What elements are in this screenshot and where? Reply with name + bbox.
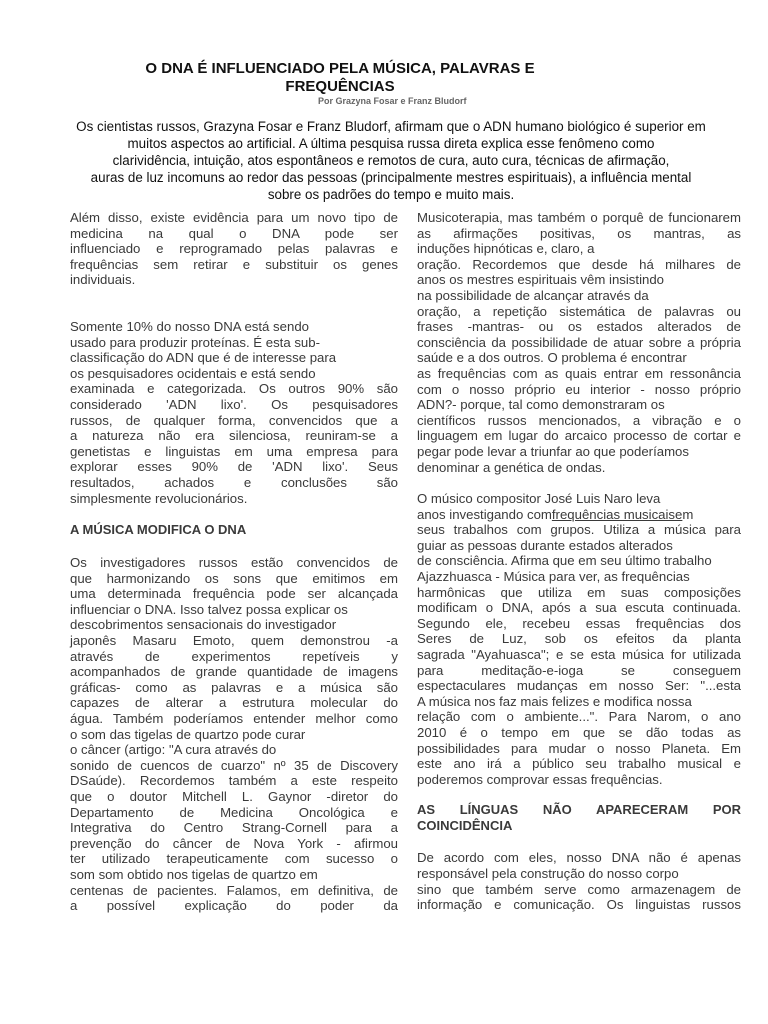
text-line: através de experimentos repetíveis y (70, 648, 398, 664)
text-line: seus trabalhos com grupos. Utiliza a música para (417, 522, 741, 538)
text-line: russos, de qualquer forma, convencidos que a (70, 412, 398, 428)
left-paragraph-2 (70, 319, 398, 506)
text-line: modificam o DNA, após a sua escuta continuada. (417, 600, 741, 616)
text-line: Seres de Luz, sob os efeitos da planta (417, 631, 741, 647)
title-line-2: FREQUÊNCIAS (285, 78, 395, 95)
text-line: Integrativa do Centro Strang-Cornell para a (70, 820, 398, 836)
text-line: influenciado e reprogramado pelas palavras e (70, 241, 398, 257)
article-title (110, 60, 570, 96)
text-line: água. Também poderíamos entender melhor como (70, 711, 398, 727)
text-line: Somente 10% do nosso DNA está sendo (70, 318, 309, 334)
text-fragment: m (682, 506, 694, 522)
text-line: de consciência. Afirma que em seu último trabalho (417, 553, 712, 569)
intro-line: Os cientistas russos, Grazyna Fosar e Franz Bludorf, afirmam que o ADN humano biológico é superior em (76, 119, 706, 134)
text-line: som som obtido nos tigelas de quartzo em (70, 866, 318, 882)
text-line: pegar pode levar a triunfar ao que poderíamos (417, 443, 689, 459)
music-frequencies-link[interactable]: frequências musicaise (551, 506, 683, 522)
text-line: induções hipnóticas e, claro, a (417, 241, 595, 257)
text-line: gráficas- como as palavras e a música são (70, 679, 398, 695)
text-line: frequências sem retirar e substituir os genes (70, 256, 398, 272)
text-line: influenciar o DNA. Isso talvez possa explicar os (70, 601, 348, 617)
text-line: centenas de pacientes. Falamos, em definitiva, de (70, 882, 398, 898)
right-column (417, 210, 741, 913)
text-line: relação com o ambiente...". Para Narom, o ano (417, 709, 741, 725)
text-line: consciência da possibilidade de atuar sobre a própria (417, 334, 741, 350)
right-paragraph-2 (417, 491, 741, 787)
intro-line: clarividência, intuição, atos espontâneos e remotos de cura, auto cura, técnicas de afirmação, (112, 153, 670, 168)
text-line: científicos russos mencionados, a vibração e o (417, 412, 741, 428)
text-line: guiar as pessoas durante estados alterados (417, 537, 673, 553)
text-line: o câncer (artigo: "A cura através do (70, 742, 277, 758)
text-line: possibilidades para mudar o nosso Planeta. Em (417, 740, 741, 756)
text-line: considerado 'ADN lixo'. Os pesquisadores (70, 396, 398, 412)
title-line-1: O DNA É INFLUENCIADO PELA MÚSICA, PALAVRAS E (145, 60, 535, 77)
text-line: uma determinada frequência pode ser alcançada (70, 586, 398, 602)
left-paragraph-1 (70, 210, 398, 288)
text-line: para meditação-e-ioga se conseguem (417, 662, 741, 678)
text-line: examinada e categorizada. Os outros 90% são (70, 381, 398, 397)
text-line: sagrada "Ayahuasca"; e se esta música for utilizada (417, 647, 741, 663)
text-line (417, 507, 741, 523)
text-line: explorar esses 90% de 'ADN lixo'. Seus (70, 459, 398, 475)
text-line: DSaúde). Recordemos também a este respeito (70, 773, 398, 789)
left-column (70, 210, 398, 914)
text-line: harmônicas que utiliza em suas composições (417, 584, 741, 600)
left-paragraph-3 (70, 555, 398, 914)
text-line: na possibilidade de alcançar através da (417, 287, 649, 303)
text-line: classificação do ADN que é de interesse para (70, 350, 337, 366)
text-line: a possível explicação do poder da (70, 898, 398, 914)
text-line: genetistas e linguistas em uma empresa para (70, 443, 398, 459)
right-paragraph-1 (417, 210, 741, 475)
section-heading-languages (417, 802, 741, 818)
text-line: com o nosso próprio eu interior - nosso próprio (417, 381, 741, 397)
text-line: Musicoterapia, mas também o porquê de funcionarem (417, 210, 741, 225)
text-line: Os investigadores russos estão convencidos de (70, 555, 398, 571)
byline: Por Grazyna Fosar e Franz Bludorf (318, 96, 467, 106)
text-line: que o doutor Mitchell L. Gaynor -diretor do (70, 789, 398, 804)
text-line: este ano irá a público seu trabalho musical e (417, 756, 741, 772)
text-line: o som das tigelas de quartzo pode curar (70, 726, 306, 742)
text-line: prevenção do câncer de Nova York - afirmou (70, 835, 398, 851)
text-line: simplesmente revolucionários. (70, 490, 248, 506)
text-line: Ajazzhuasca - Música para ver, as frequências (417, 569, 690, 585)
intro-line: auras de luz incomuns ao redor das pessoas (principalmente mestres espirituais), a influência mental (90, 170, 692, 185)
intro-paragraph (66, 118, 716, 203)
text-line: que harmonizando os sons que emitimos em (70, 570, 398, 586)
text-line: sonido de cuencos de cuarzo" nº 35 de Discovery (70, 757, 398, 773)
text-line: as afirmações positivas, os mantras, as (417, 225, 741, 241)
text-line: os pesquisadores ocidentais e está sendo (70, 365, 316, 381)
text-line: frases -mantras- ou os estados alterados de (417, 319, 741, 335)
text-line: O músico compositor José Luis Naro leva (417, 491, 661, 507)
text-line: individuais. (70, 272, 136, 288)
text-line: capazes de alterar a estrutura molecular do (70, 695, 398, 711)
text-line: espectaculares mudanças em nosso Ser: "...esta (417, 678, 741, 694)
text-line: a natureza não era silenciosa, reuniram-se a (70, 428, 398, 444)
text-line: anos os mestres espirituais vêm insistindo (417, 272, 665, 288)
text-line: ADN?- porque, tal como demonstraram os (417, 397, 665, 413)
text-line: japonês Masaru Emoto, quem demonstrou -a (70, 633, 398, 649)
text-line: usado para produzir proteínas. É esta sub- (70, 334, 320, 350)
text-line: Departamento de Medicina Oncológica e (70, 804, 398, 820)
text-line: resultados, achados e conclusões são (70, 474, 398, 490)
text-line: De acordo com eles, nosso DNA não é apenas (417, 850, 741, 866)
heading-line: AS LÍNGUAS NÃO APARECERAM POR (417, 802, 741, 818)
text-line: acompanhados de grande quantidade de imagens (70, 664, 398, 680)
text-line: medicina na qual o DNA pode ser (70, 225, 398, 241)
section-heading-languages-line-2: COINCIDÊNCIA (417, 818, 513, 834)
text-line: ter utilizado terapeuticamente com sucesso o (70, 851, 398, 867)
text-line: denominar a genética de ondas. (417, 459, 606, 475)
text-line: saúde e a dos outros. O problema é encontrar (417, 350, 687, 366)
right-paragraph-3 (417, 850, 741, 912)
text-line: Segundo ele, recebeu essas frequências dos (417, 615, 741, 631)
intro-line: sobre os padrões do tempo e muito mais. (267, 187, 515, 202)
text-line: poderemos comprovar essas frequências. (417, 771, 663, 787)
text-line: linguagem em lugar do arcaico processo de cortar e (417, 428, 741, 444)
text-line: as frequências com as quais entrar em ressonância (417, 365, 741, 381)
text-line: descobrimentos sensacionais do investigador (70, 617, 337, 633)
text-line: Além disso, existe evidência para um novo tipo de (70, 210, 398, 225)
text-line: 2010 é o tempo em que se dão todas as (417, 725, 741, 740)
text-line: A música nos faz mais felizes e modifica nossa (417, 693, 692, 709)
section-heading-music: A MÚSICA MODIFICA O DNA (70, 522, 247, 538)
text-line: oração. Recordemos que desde há milhares de (417, 256, 741, 272)
text-line: responsável pela construção do nosso corpo (417, 865, 679, 881)
text-line: sino que também serve como armazenagem de (417, 881, 741, 897)
text-line: informação e comunicação. Os linguistas russos (417, 897, 741, 913)
text-line: oração, a repetição sistemática de palavras ou (417, 303, 741, 319)
text-fragment: anos investigando com (417, 506, 552, 522)
intro-line: muitos aspectos ao artificial. A última pesquisa russa direta explica esse fenômeno como (127, 136, 655, 151)
